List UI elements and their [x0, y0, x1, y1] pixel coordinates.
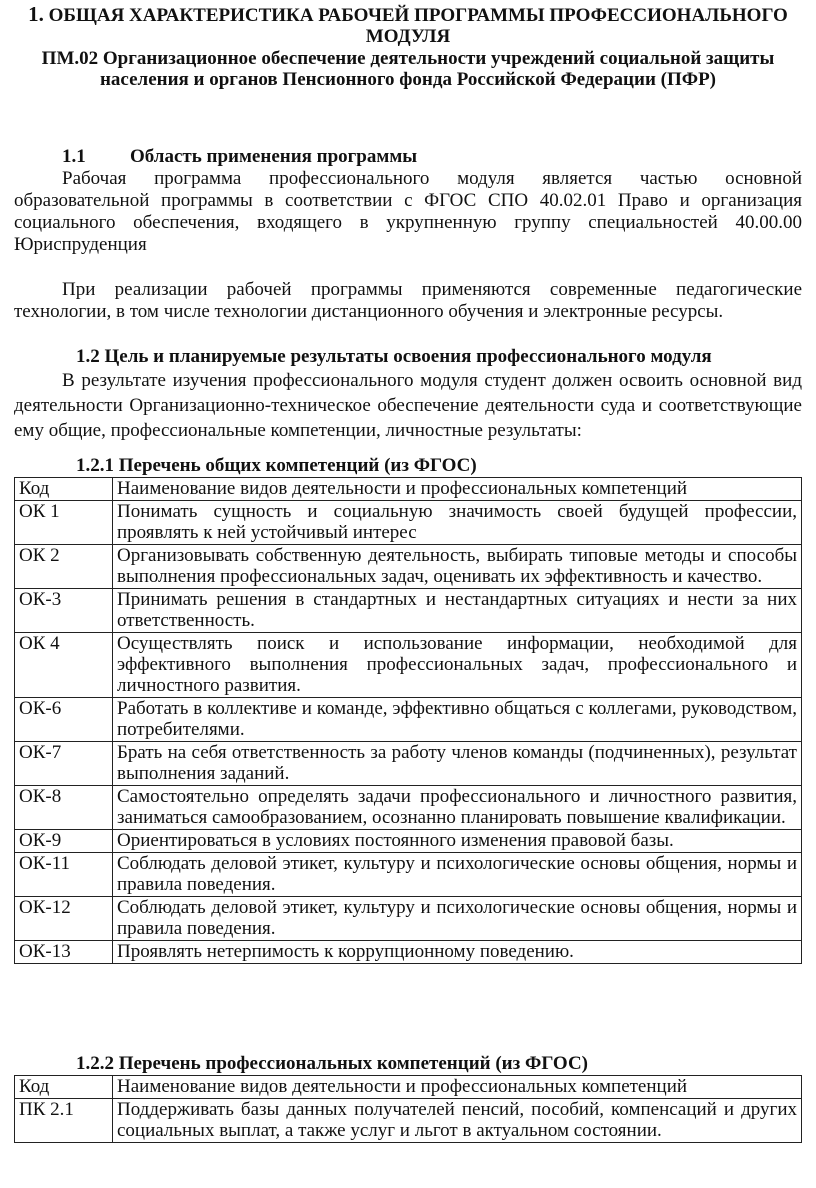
table-header-row [15, 478, 802, 501]
table-row [15, 897, 802, 941]
general-competencies-table [14, 477, 802, 964]
competency-code: ОК 4 [15, 633, 113, 698]
header-code: Код [15, 1076, 113, 1099]
competency-code: ОК-6 [15, 698, 113, 742]
competency-code: ОК-3 [15, 589, 113, 633]
scope-paragraph: Рабочая программа профессионального модуля является частью основной образовательной программы в соответствии с ФГОС СПО 40.02.01 Право и организация социального обеспечения, входящего в укрупненную группу специальностей 40.00.00 Юриспруденция [14, 168, 802, 255]
competency-text: Организовывать собственную деятельность, выбирать типовые методы и способы выполнения профессиональных задач, оценивать их эффективность и качество. [113, 545, 802, 589]
competency-text: Работать в коллективе и команде, эффективно общаться с коллегами, руководством, потребителями. [113, 698, 802, 742]
main-title-text: ОБЩАЯ ХАРАКТЕРИСТИКА РАБОЧЕЙ ПРОГРАММЫ ПРОФЕССИОНАЛЬНОГО МОДУЛЯ [48, 5, 788, 47]
table-row [15, 633, 802, 698]
competency-code: ОК-13 [15, 941, 113, 964]
main-title-number: 1. [28, 2, 44, 26]
competency-text: Самостоятельно определять задачи профессионального и личностного развития, заниматься самообразованием, осознанно планировать повышение квалификации. [113, 786, 802, 830]
header-name: Наименование видов деятельности и профессиональных компетенций [113, 1076, 802, 1099]
competency-code: ОК-12 [15, 897, 113, 941]
competency-code: ОК 2 [15, 545, 113, 589]
table-row [15, 1099, 802, 1143]
competency-code: ОК-7 [15, 742, 113, 786]
competency-text: Осуществлять поиск и использование информации, необходимой для эффективного выполнения профессиональных задач, профессионального и личностного развития. [113, 633, 802, 698]
competency-text: Соблюдать деловой этикет, культуру и психологические основы общения, нормы и правила поведения. [113, 897, 802, 941]
competency-code: ОК-8 [15, 786, 113, 830]
table-row [15, 698, 802, 742]
competency-text: Понимать сущность и социальную значимость своей будущей профессии, проявлять к ней устойчивый интерес [113, 501, 802, 545]
header-code: Код [15, 478, 113, 501]
competency-code: ОК-9 [15, 830, 113, 853]
table-row [15, 501, 802, 545]
main-title [14, 4, 802, 47]
competency-text: Соблюдать деловой этикет, культуру и психологические основы общения, нормы и правила поведения. [113, 853, 802, 897]
competency-text: Проявлять нетерпимость к коррупционному поведению. [113, 941, 802, 964]
table-row [15, 941, 802, 964]
header-name: Наименование видов деятельности и профессиональных компетенций [113, 478, 802, 501]
module-subtitle: ПМ.02 Организационное обеспечение деятельности учреждений социальной защиты населения и органов Пенсионного фонда Российской Федерации (ПФР) [41, 48, 775, 90]
table-row [15, 786, 802, 830]
section-1-1-number: 1.1 [62, 146, 86, 167]
competency-code: ПК 2.1 [15, 1099, 113, 1143]
professional-competencies-heading: 1.2.2 Перечень профессиональных компетенций (из ФГОС) [76, 1053, 588, 1074]
table-row [15, 830, 802, 853]
competency-text: Поддерживать базы данных получателей пенсий, пособий, компенсаций и других социальных выплат, а также услуг и льгот в актуальном состоянии. [113, 1099, 802, 1143]
technologies-paragraph: При реализации рабочей программы применяются современные педагогические технологии, в том числе технологии дистанционного обучения и электронные ресурсы. [14, 279, 802, 322]
table-header-row [15, 1076, 802, 1099]
section-1-1-title: Область применения программы [130, 146, 418, 167]
section-1-2-heading: 1.2 Цель и планируемые результаты освоения профессионального модуля [76, 346, 712, 367]
table-row [15, 589, 802, 633]
table-row [15, 742, 802, 786]
competency-text: Ориентироваться в условиях постоянного изменения правовой базы. [113, 830, 802, 853]
competency-text: Брать на себя ответственность за работу членов команды (подчиненных), результат выполнения заданий. [113, 742, 802, 786]
table-row [15, 545, 802, 589]
goals-paragraph: В результате изучения профессионального модуля студент должен освоить основной вид деятельности Организационно-техническое обеспечение деятельности суда и соответствующие ему общие, профессиональные компетенции, личностные результаты: [14, 370, 802, 441]
competency-code: ОК-11 [15, 853, 113, 897]
general-competencies-heading: 1.2.1 Перечень общих компетенций (из ФГОС) [76, 455, 477, 476]
professional-competencies-table [14, 1075, 802, 1143]
competency-text: Принимать решения в стандартных и нестандартных ситуациях и нести за них ответственность. [113, 589, 802, 633]
table-row [15, 853, 802, 897]
section-1-1-heading [62, 146, 417, 168]
competency-code: ОК 1 [15, 501, 113, 545]
